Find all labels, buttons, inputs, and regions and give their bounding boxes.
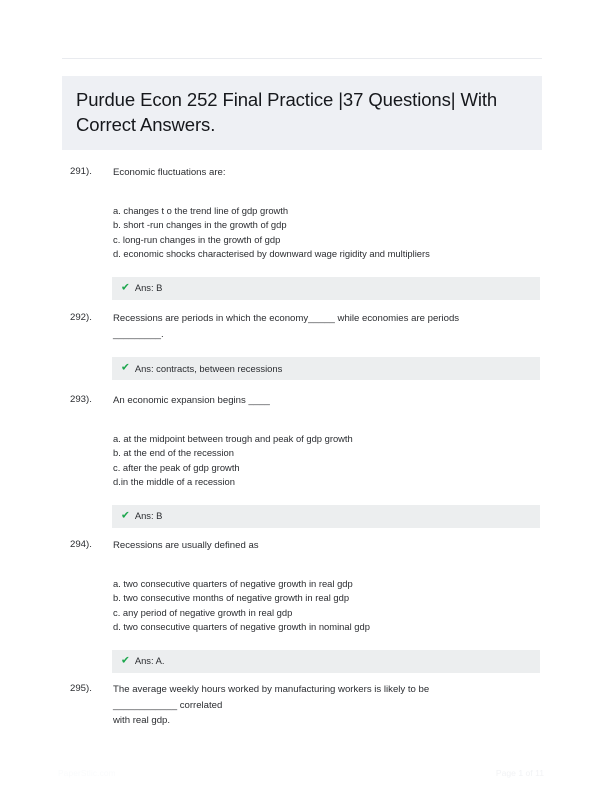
question-text: Economic fluctuations are: — [113, 167, 226, 178]
question-heading — [0, 538, 606, 554]
option-list — [113, 432, 533, 490]
option-a: a. at the midpoint between trough and peak of gdp growth — [113, 432, 353, 444]
option-d: d.in the middle of a recession — [113, 476, 235, 488]
question-heading — [0, 393, 606, 409]
option-c: c. long-run changes in the growth of gdp — [113, 233, 281, 245]
option-list — [113, 204, 533, 262]
question-block-295 — [0, 682, 606, 729]
answer-text: Ans: B — [134, 510, 163, 522]
option-a: a. two consecutive quarters of negative growth in real gdp — [113, 577, 353, 589]
option-d: d. economic shocks characterised by downward wage rigidity and multipliers — [113, 248, 430, 260]
question-text: An economic expansion begins ____ — [113, 395, 270, 406]
document-title-banner — [62, 76, 542, 150]
question-block-291 — [0, 165, 606, 300]
question-block-294 — [0, 538, 606, 673]
page-title — [76, 87, 528, 137]
check-icon: ✔ — [121, 509, 130, 522]
question-number: 293). — [70, 394, 92, 405]
page-footer — [0, 766, 606, 782]
answer-bar — [112, 505, 540, 528]
page-title-line-1: Purdue Econ 252 Final Practice |37 Questions| — [76, 89, 456, 110]
option-b: b. short -run changes in the growth of gdp — [113, 219, 287, 231]
question-number: 292). — [70, 312, 92, 323]
answer-bar — [112, 357, 540, 380]
option-b: b. at the end of the recession — [113, 447, 234, 459]
answer-bar — [112, 277, 540, 300]
option-list — [113, 577, 533, 635]
question-text-line-1: The average weekly hours worked by manufacturing workers is likely to be — [113, 684, 430, 695]
option-c: c. any period of negative growth in real gdp — [113, 606, 293, 618]
question-heading — [0, 682, 606, 729]
check-icon: ✔ — [121, 281, 130, 294]
question-text-line-2: ____________ correlated — [113, 699, 223, 711]
answer-bar — [112, 650, 540, 673]
option-a: a. changes t o the trend line of gdp growth — [113, 204, 289, 216]
option-c: c. after the peak of gdp growth — [113, 461, 240, 473]
question-text-line-1: Recessions are periods in which the economy_____ while economies are periods — [113, 313, 460, 324]
answer-text: Ans: contracts, between recessions — [134, 362, 283, 374]
question-text — [113, 311, 513, 342]
question-text: Recessions are usually defined as — [113, 540, 259, 551]
site-watermark: PaperStlic.com — [58, 768, 116, 778]
page-number-label: Page 1 of 11 — [495, 768, 544, 778]
answer-text: Ans: B — [134, 282, 163, 294]
check-icon: ✔ — [121, 361, 130, 374]
page-title-line-2: With Correct Answers. — [76, 89, 498, 135]
option-d: d. two consecutive quarters of negative growth in nominal gdp — [113, 621, 370, 633]
question-block-293 — [0, 393, 606, 528]
question-number: 294). — [70, 539, 92, 550]
question-text-line-3: with real gdp. — [113, 715, 171, 726]
question-number: 291). — [70, 166, 92, 177]
question-block-292 — [0, 311, 606, 380]
page-top-rule — [62, 58, 542, 59]
answer-text: Ans: A. — [134, 655, 165, 667]
question-text — [113, 682, 513, 729]
option-b: b. two consecutive months of negative growth in real gdp — [113, 592, 350, 604]
question-text-line-2: _________. — [113, 328, 164, 340]
check-icon: ✔ — [121, 654, 130, 667]
question-number: 295). — [70, 683, 92, 694]
question-heading — [0, 165, 606, 181]
question-heading — [0, 311, 606, 342]
